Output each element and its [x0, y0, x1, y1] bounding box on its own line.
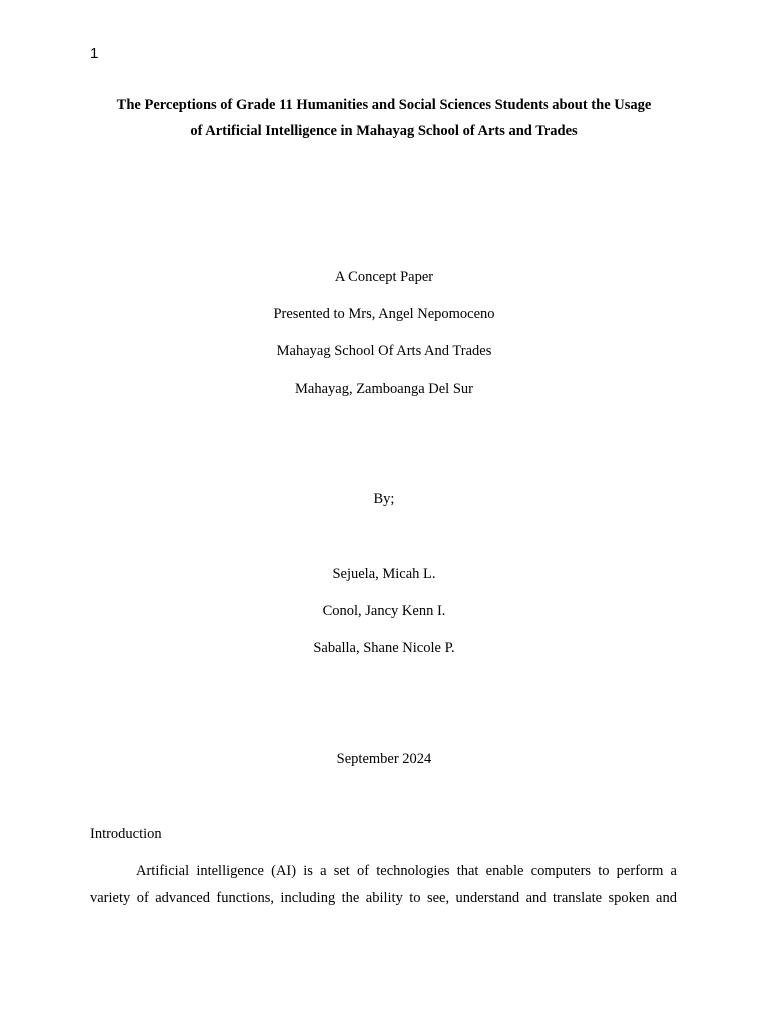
page-number: 1 [90, 45, 99, 62]
school-location: Mahayag, Zamboanga Del Sur [295, 381, 473, 397]
title-line-1: The Perceptions of Grade 11 Humanities and Social Sciences Students about the Usage [116, 97, 652, 113]
author-3: Saballa, Shane Nicole P. [313, 640, 455, 656]
introduction-line-1: Artificial intelligence (AI) is a set of technologies that enable computers to perform a [136, 863, 677, 879]
school-name: Mahayag School Of Arts And Trades [276, 343, 492, 359]
introduction-line-2: variety of advanced functions, including the ability to see, understand and translate spoken and [90, 890, 677, 906]
introduction-paragraph [90, 858, 677, 912]
submission-date: September 2024 [336, 751, 432, 767]
paper-type: A Concept Paper [334, 269, 434, 285]
presented-to: Presented to Mrs, Angel Nepomoceno [273, 306, 495, 322]
introduction-heading: Introduction [90, 826, 162, 842]
document-title [90, 92, 678, 144]
author-2: Conol, Jancy Kenn I. [322, 603, 446, 619]
author-1: Sejuela, Micah L. [332, 566, 436, 582]
title-line-2: of Artificial Intelligence in Mahayag School of Arts and Trades [190, 123, 578, 139]
by-label: By; [373, 491, 395, 507]
